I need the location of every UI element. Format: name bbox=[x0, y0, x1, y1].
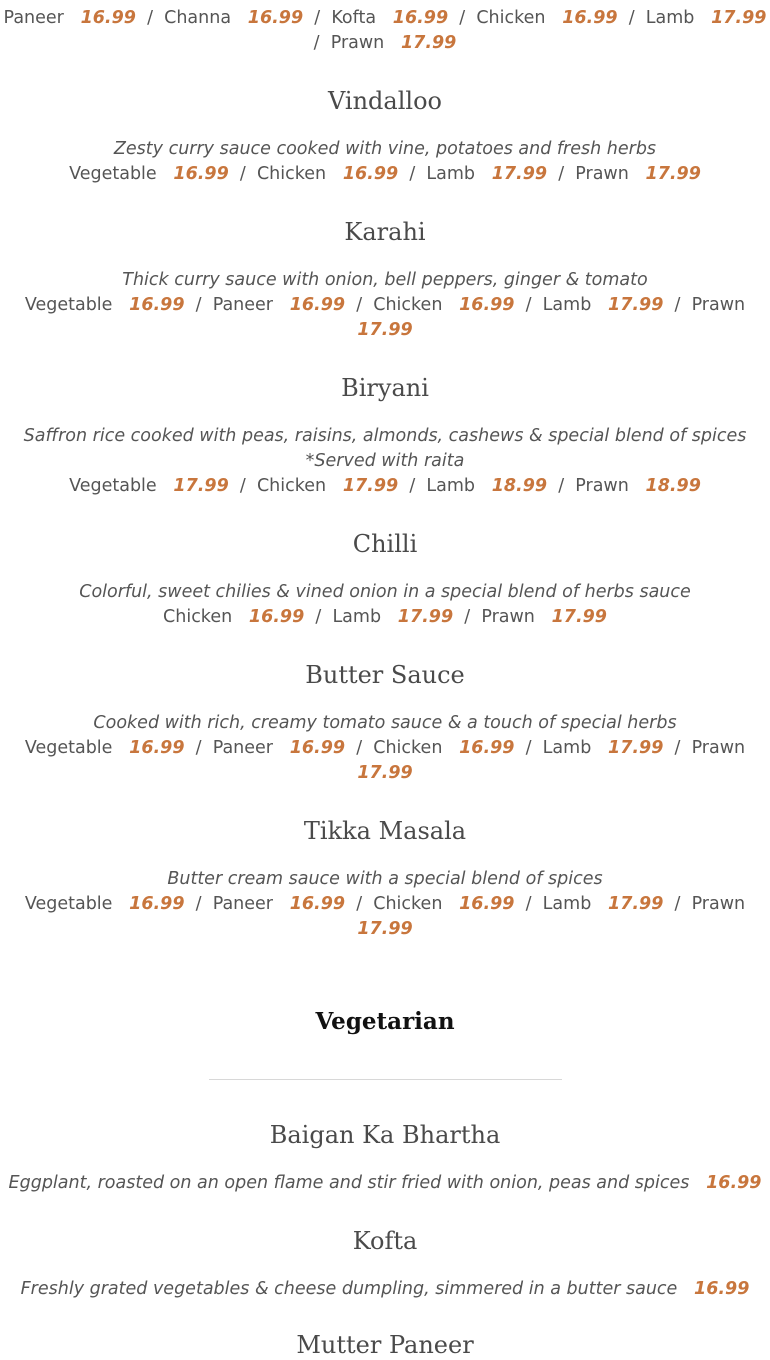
variant-price: 16.99 bbox=[129, 894, 185, 914]
dish-title-biryani: Biryani bbox=[341, 374, 429, 402]
variant-price: 17.99 bbox=[645, 164, 701, 184]
dish-prices-wrap bbox=[0, 761, 770, 786]
variant-name: Paneer bbox=[212, 295, 273, 315]
dish-description: Saffron rice cooked with peas, raisins, almonds, cashews & special blend of spices bbox=[23, 426, 747, 446]
dish-prices-wrap bbox=[0, 917, 770, 942]
dish-title-tikka-masala: Tikka Masala bbox=[303, 817, 467, 845]
variant-price: 17.99 bbox=[357, 320, 413, 340]
dish-title-kofta: Kofta bbox=[352, 1227, 418, 1255]
dish-prices: Vegetable 16.99 / Paneer 16.99 / Chicken 16.99 / Lamb 17.99 / Prawn bbox=[24, 738, 746, 758]
variant-price: 16.99 bbox=[459, 894, 515, 914]
variant-name: Chicken bbox=[163, 607, 233, 627]
variant-price: 16.99 bbox=[562, 8, 618, 28]
dish-description: Thick curry sauce with onion, bell peppers, ginger & tomato bbox=[122, 270, 648, 290]
variant-price: 16.99 bbox=[129, 295, 185, 315]
variant-name: Lamb bbox=[542, 738, 592, 758]
variant-name: Prawn bbox=[691, 894, 746, 914]
variant-name: Vegetable bbox=[24, 295, 113, 315]
dish-note: *Served with raita bbox=[305, 451, 465, 471]
variant-price: 16.99 bbox=[173, 164, 229, 184]
variant-price: 17.99 bbox=[400, 33, 457, 53]
dish-prices: Chicken 16.99 / Lamb 17.99 / Prawn 17.99 bbox=[163, 607, 607, 627]
dish-title-baigan-ka-bhartha: Baigan Ka Bhartha bbox=[269, 1121, 501, 1149]
variant-name: Lamb bbox=[542, 295, 592, 315]
variant-name: Vegetable bbox=[69, 164, 157, 184]
dish-title-karahi: Karahi bbox=[344, 218, 426, 246]
variant-name: Prawn bbox=[481, 607, 535, 627]
variant-name: Kofta bbox=[331, 8, 377, 28]
variant-name: Paneer bbox=[212, 738, 273, 758]
cut-top-prices-line-2: / Prawn 17.99 bbox=[313, 33, 457, 53]
variant-price: 16.99 bbox=[247, 8, 304, 28]
variant-price: 16.99 bbox=[248, 607, 305, 627]
dish-price: 16.99 bbox=[706, 1173, 762, 1193]
variant-name: Chicken bbox=[476, 8, 546, 28]
dish-description: Colorful, sweet chilies & vined onion in a special blend of herbs sauce bbox=[79, 582, 691, 602]
cut-top-prices-line-1: Paneer 16.99 / Channa 16.99 / Kofta 16.99 / Chicken 16.99 / Lamb 17.99 bbox=[3, 8, 767, 28]
dish-prices: Vegetable 16.99 / Paneer 16.99 / Chicken 16.99 / Lamb 17.99 / Prawn bbox=[24, 894, 746, 914]
variant-price: 17.99 bbox=[173, 476, 229, 496]
variant-name: Chicken bbox=[256, 476, 327, 496]
dish-title-chilli: Chilli bbox=[352, 530, 418, 558]
dish-description-with-price bbox=[0, 1277, 770, 1302]
variant-name: Vegetable bbox=[24, 894, 113, 914]
variant-name: Paneer bbox=[3, 8, 64, 28]
variant-name: Lamb bbox=[332, 607, 382, 627]
variant-price: 16.99 bbox=[129, 738, 185, 758]
variant-name: Vegetable bbox=[69, 476, 157, 496]
variant-price: 17.99 bbox=[551, 607, 607, 627]
variant-price: 18.99 bbox=[645, 476, 701, 496]
variant-name: Chicken bbox=[256, 164, 327, 184]
variant-name: Prawn bbox=[575, 476, 629, 496]
variant-price: 17.99 bbox=[491, 164, 548, 184]
dish-prices: Vegetable 16.99 / Chicken 16.99 / Lamb 17.99 / Prawn 17.99 bbox=[69, 164, 701, 184]
variant-price: 18.99 bbox=[491, 476, 548, 496]
variant-name: Chicken bbox=[373, 738, 443, 758]
dish-prices: Vegetable 16.99 / Paneer 16.99 / Chicken 16.99 / Lamb 17.99 / Prawn bbox=[24, 295, 746, 315]
variant-price: 16.99 bbox=[342, 164, 399, 184]
section-divider bbox=[209, 1079, 562, 1080]
variant-name: Lamb bbox=[645, 8, 695, 28]
variant-name: Lamb bbox=[426, 476, 475, 496]
variant-name: Prawn bbox=[575, 164, 629, 184]
variant-price: 16.99 bbox=[80, 8, 136, 28]
variant-price: 17.99 bbox=[357, 919, 413, 939]
variant-price: 17.99 bbox=[608, 295, 664, 315]
section-title-vegetarian: Vegetarian bbox=[315, 1008, 455, 1035]
dish-description: Cooked with rich, creamy tomato sauce & a touch of special herbs bbox=[93, 713, 677, 733]
variant-name: Vegetable bbox=[24, 738, 113, 758]
variant-name: Chicken bbox=[373, 295, 443, 315]
variant-name: Prawn bbox=[330, 33, 385, 53]
variant-name: Channa bbox=[164, 8, 232, 28]
dish-price: 16.99 bbox=[694, 1279, 750, 1299]
variant-price: 17.99 bbox=[711, 8, 767, 28]
variant-name: Lamb bbox=[426, 164, 475, 184]
variant-price: 16.99 bbox=[289, 738, 346, 758]
variant-price: 17.99 bbox=[397, 607, 454, 627]
variant-name: Prawn bbox=[691, 738, 746, 758]
variant-name: Paneer bbox=[212, 894, 273, 914]
variant-name: Chicken bbox=[373, 894, 443, 914]
variant-price: 17.99 bbox=[342, 476, 399, 496]
dish-description-with-price bbox=[0, 1171, 770, 1196]
variant-price: 17.99 bbox=[608, 894, 664, 914]
variant-price: 16.99 bbox=[392, 8, 449, 28]
variant-price: 17.99 bbox=[608, 738, 664, 758]
dish-prices: Vegetable 17.99 / Chicken 17.99 / Lamb 18.99 / Prawn 18.99 bbox=[69, 476, 701, 496]
dish-title-vindalloo: Vindalloo bbox=[328, 87, 442, 115]
variant-price: 16.99 bbox=[289, 894, 346, 914]
dish-description: Zesty curry sauce cooked with vine, potatoes and fresh herbs bbox=[113, 139, 657, 159]
dish-description: Freshly grated vegetables & cheese dumpling, simmered in a butter sauce bbox=[20, 1279, 678, 1299]
dish-title-mutter-paneer: Mutter Paneer bbox=[296, 1331, 474, 1359]
variant-name: Prawn bbox=[691, 295, 746, 315]
dish-description: Butter cream sauce with a special blend of spices bbox=[167, 869, 603, 889]
dish-description: Eggplant, roasted on an open flame and stir fried with onion, peas and spices bbox=[8, 1173, 690, 1193]
dish-prices-wrap bbox=[0, 318, 770, 343]
dish-title-butter-sauce: Butter Sauce bbox=[305, 661, 465, 689]
variant-price: 16.99 bbox=[289, 295, 346, 315]
variant-price: 17.99 bbox=[357, 763, 413, 783]
variant-price: 16.99 bbox=[459, 738, 515, 758]
variant-price: 16.99 bbox=[459, 295, 515, 315]
variant-name: Lamb bbox=[542, 894, 592, 914]
